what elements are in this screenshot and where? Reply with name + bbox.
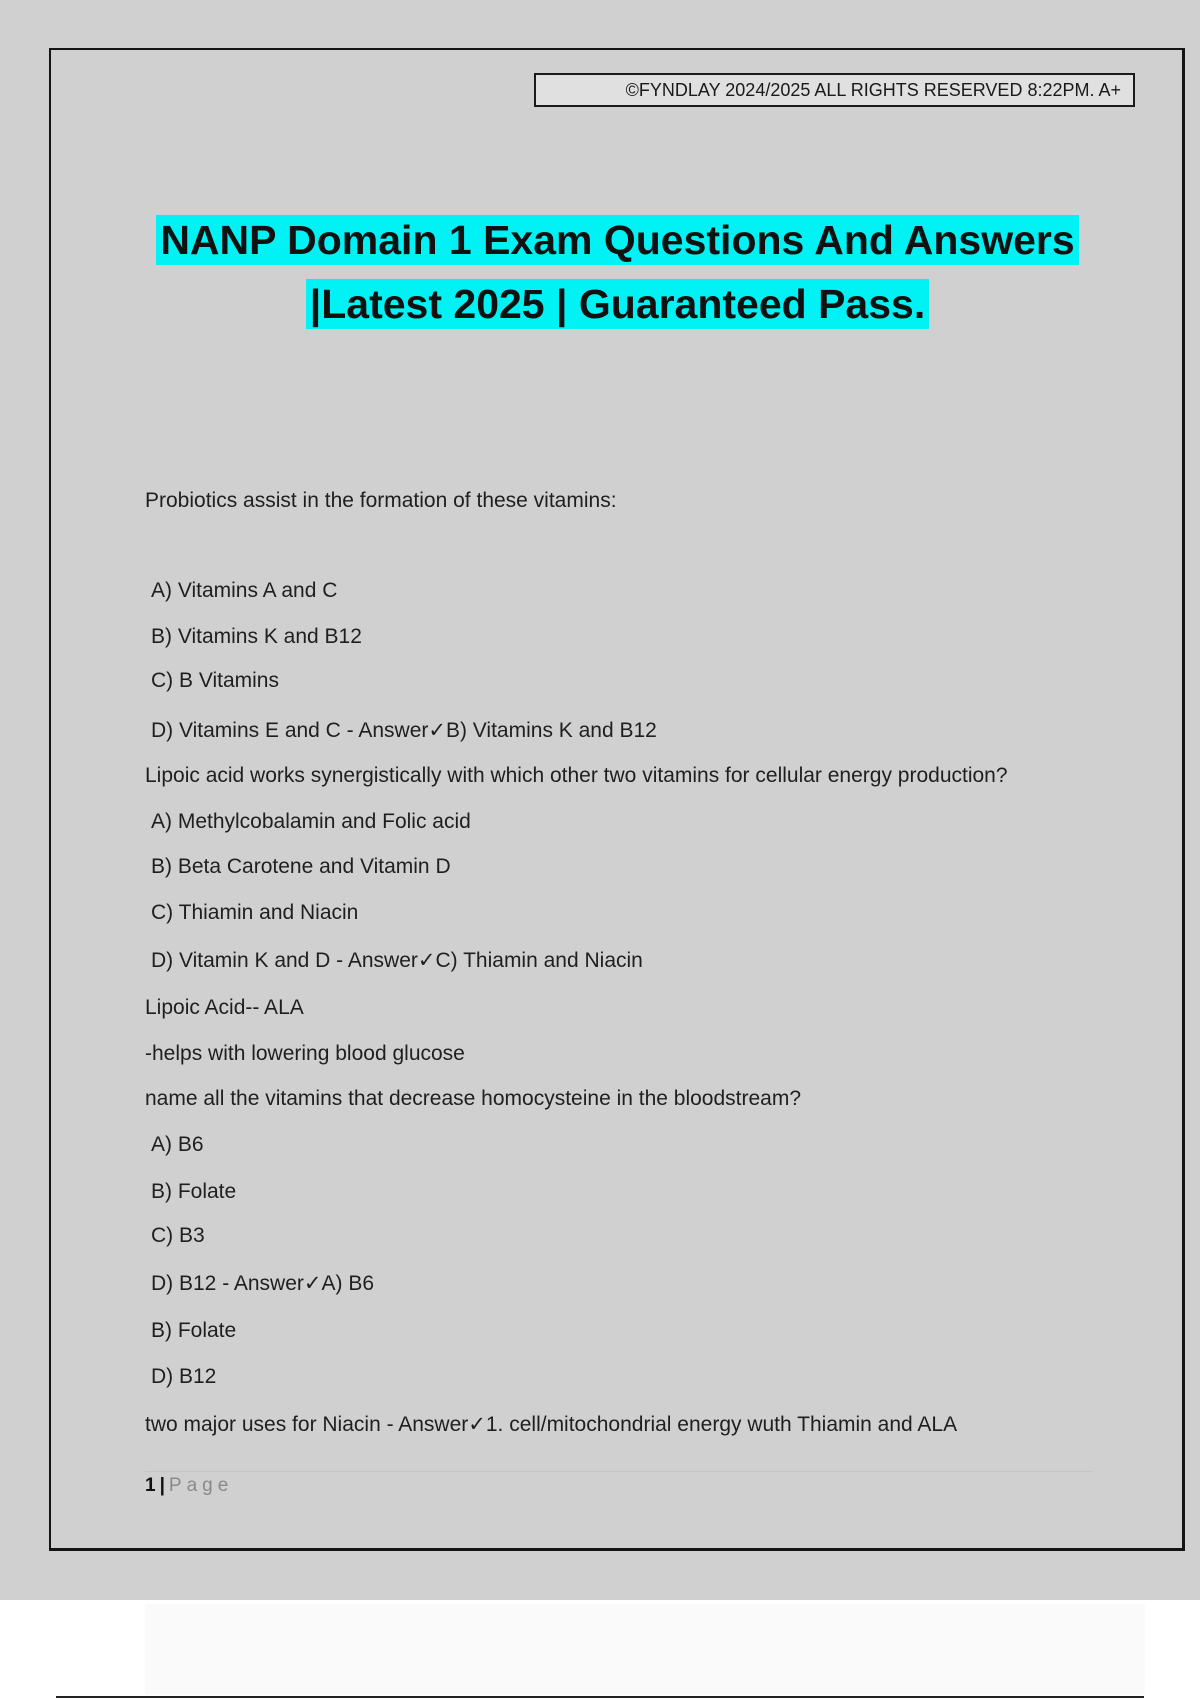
answer-option: D) Vitamins E and C - Answer✓B) Vitamins K and B12 [151, 719, 657, 742]
answer-option: C) Thiamin and Niacin [151, 901, 359, 924]
page-number: 1 [145, 1475, 156, 1496]
question-text: Probiotics assist in the formation of these vitamins: [145, 489, 617, 512]
answer-option: A) Vitamins A and C [151, 579, 338, 602]
answer-option: D) Vitamin K and D - Answer✓C) Thiamin and Niacin [151, 949, 643, 972]
page-number-footer [145, 1474, 233, 1498]
copyright-header: ©FYNDLAY 2024/2025 ALL RIGHTS RESERVED 8:22PM. A+ [534, 73, 1135, 107]
answer-option: B) Folate [151, 1180, 237, 1203]
question-text: Lipoic Acid-- ALA [145, 996, 304, 1019]
answer-option: B) Beta Carotene and Vitamin D [151, 855, 451, 878]
answer-option: D) B12 - Answer✓A) B6 [151, 1272, 375, 1295]
question-text: -helps with lowering blood glucose [145, 1042, 465, 1065]
question-text: Lipoic acid works synergistically with which other two vitamins for cellular energy production? [145, 764, 1008, 787]
page-separator: | [159, 1475, 165, 1496]
footer-divider [145, 1471, 1093, 1472]
question-text: two major uses for Niacin - Answer✓1. cell/mitochondrial energy wuth Thiamin and ALA [145, 1413, 958, 1436]
answer-option: B) Vitamins K and B12 [151, 625, 362, 648]
page-label: Page [168, 1475, 234, 1496]
answer-option: A) B6 [151, 1133, 204, 1156]
next-page-border [56, 1696, 1144, 1698]
document-title [100, 208, 1135, 336]
next-page-preview [145, 1604, 1145, 1694]
answer-option: C) B Vitamins [151, 669, 279, 692]
answer-option: C) B3 [151, 1224, 205, 1247]
answer-option: B) Folate [151, 1319, 237, 1342]
title-line-1: NANP Domain 1 Exam Questions And Answers [156, 215, 1078, 265]
question-text: name all the vitamins that decrease homocysteine in the bloodstream? [145, 1087, 802, 1110]
title-line-2: |Latest 2025 | Guaranteed Pass. [306, 279, 929, 329]
answer-option: D) B12 [151, 1365, 217, 1388]
answer-option: A) Methylcobalamin and Folic acid [151, 810, 471, 833]
